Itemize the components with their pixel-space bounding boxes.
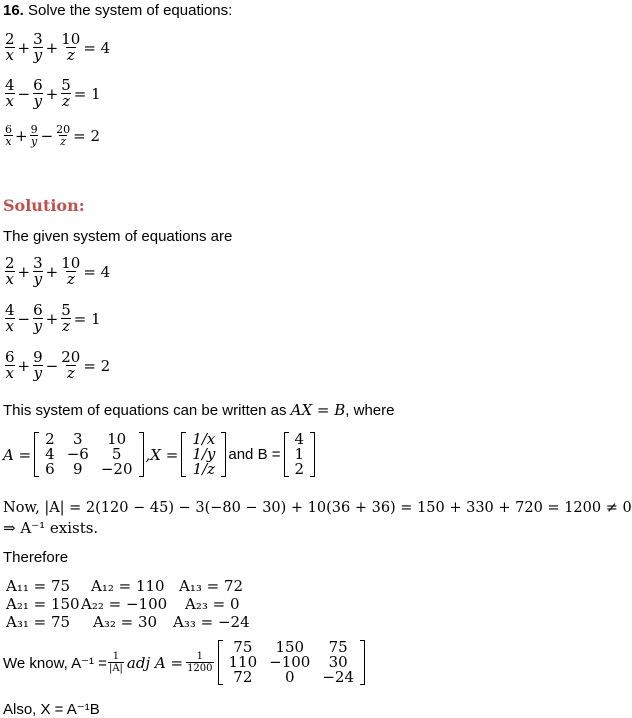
cofactor: A₂₃ = 0: [185, 595, 240, 613]
fraction: $\frac{9}{y}$: [30, 123, 38, 148]
fraction: $\frac{10}{z}$: [61, 30, 81, 64]
fraction: $\frac{3}{y}$: [33, 254, 43, 288]
matrix-x: 1/x 1/y 1/z: [181, 432, 226, 477]
cofactor: A₃₂ = 30: [93, 613, 158, 631]
matrix-b: 4 1 2: [284, 432, 316, 477]
fraction: $\frac{6}{x}$: [5, 348, 15, 382]
cofactor: A₁₂ = 110: [91, 577, 165, 595]
fraction: $\frac{20}{z}$: [61, 348, 81, 382]
fraction: $\frac{5}{z}$: [61, 301, 71, 335]
given-text: The given system of equations are: [3, 228, 233, 245]
also-line: Also, X = A⁻¹B: [3, 701, 100, 718]
fraction: $\frac{4}{x}$: [5, 76, 15, 110]
fraction: $\frac{6}{y}$: [33, 76, 43, 110]
question-text: Solve the system of equations:: [28, 2, 233, 19]
fraction: $\frac{6}{y}$: [33, 301, 43, 335]
fraction: $\frac{2}{x}$: [5, 30, 15, 64]
fraction: $\frac{5}{z}$: [61, 76, 71, 110]
inverse-formula: We know, A⁻¹ = $\frac{1}{|A|}$ adj A = $\frac{1}{1200}$ 75 150 75 110 −100 30 72 0 −24: [3, 640, 365, 685]
solution-equation-3: $\frac{6}{x}$ + $\frac{9}{y}$ − $\frac{20}{z}$ = 2: [5, 348, 111, 382]
fraction: $\frac{1}{|A|}$: [108, 651, 123, 674]
matrix-a-label: A =: [3, 445, 32, 464]
inverse-exists-line: ⇒ A⁻¹ exists.: [3, 519, 99, 537]
cofactor: A₂₂ = −100: [81, 595, 168, 613]
fraction: $\frac{3}{y}$: [33, 30, 43, 64]
question-equation-3: $\frac{6}{x}$ + $\frac{9}{y}$ − $\frac{20}{z}$ = 2: [5, 123, 101, 148]
fraction: $\frac{9}{y}$: [33, 348, 43, 382]
cofactor: A₂₁ = 150: [6, 595, 80, 613]
cofactor: A₃₁ = 75: [6, 613, 71, 631]
question-equation-1: $\frac{2}{x}$ + $\frac{3}{y}$ + $\frac{10}{z}$ = 4: [5, 30, 111, 64]
fraction: $\frac{2}{x}$: [5, 254, 15, 288]
fraction: $\frac{20}{z}$: [56, 123, 71, 148]
question-number: 16.: [3, 2, 24, 19]
matrix-a: 2 3 10 4 −6 5 6 9 −20: [34, 432, 143, 477]
fraction: $\frac{6}{x}$: [5, 123, 12, 148]
cofactor: A₃₃ = −24: [173, 613, 250, 631]
matrix-equation: [3, 432, 315, 477]
solution-heading: Solution:: [3, 196, 85, 215]
cofactor: A₁₃ = 72: [179, 577, 244, 595]
written-as-line: This system of equations can be written as AX = B, where: [3, 401, 395, 419]
adjoint-matrix: 75 150 75 110 −100 30 72 0 −24: [218, 640, 366, 685]
solution-equation-1: $\frac{2}{x}$ + $\frac{3}{y}$ + $\frac{10}{z}$ = 4: [5, 254, 111, 288]
fraction: $\frac{4}{x}$: [5, 301, 15, 335]
matrix-b-label: and B =: [228, 446, 281, 463]
fraction: $\frac{10}{z}$: [61, 254, 81, 288]
determinant-line: Now, |A| = 2(120 − 45) − 3(−80 − 30) + 10(36 + 36) = 150 + 330 + 720 = 1200 ≠ 0: [3, 500, 632, 516]
question-header: [3, 2, 232, 19]
matrix-x-label: ,X =: [145, 445, 179, 464]
question-equation-2: $\frac{4}{x}$ − $\frac{6}{y}$ + $\frac{5}{z}$ = 1: [5, 76, 101, 110]
cofactor: A₁₁ = 75: [6, 577, 71, 595]
solution-equation-2: $\frac{4}{x}$ − $\frac{6}{y}$ + $\frac{5}{z}$ = 1: [5, 301, 101, 335]
fraction: $\frac{1}{1200}$: [187, 651, 213, 674]
therefore-text: Therefore: [3, 549, 69, 566]
